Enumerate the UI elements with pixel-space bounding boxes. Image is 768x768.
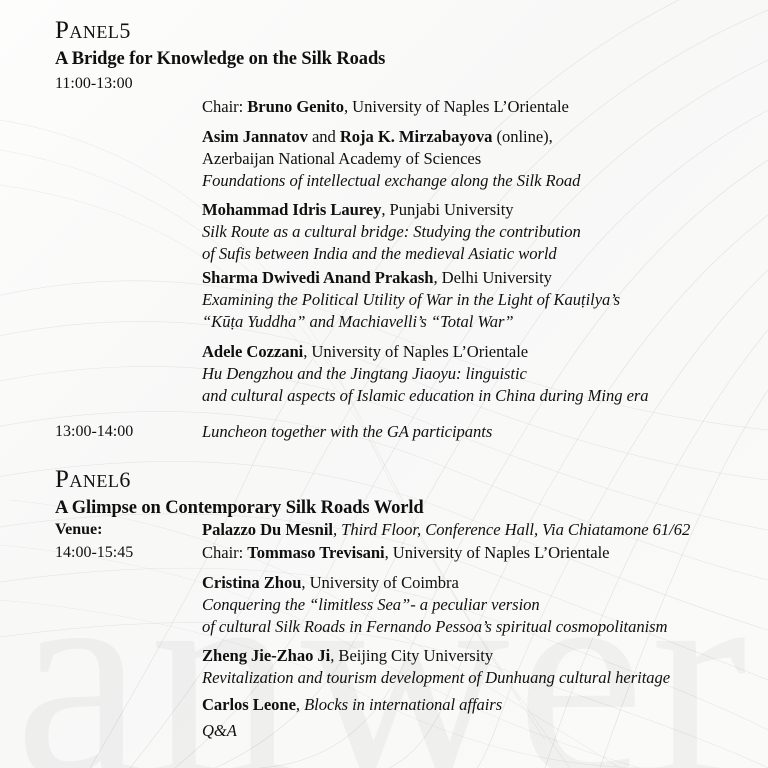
qa-text: Q&A — [202, 721, 237, 740]
paper-title-line: Examining the Political Utility of War in the Light of Kauṭilya’s — [202, 289, 621, 309]
paper-title-line: Foundations of intellectual exchange along the Silk Road — [202, 170, 581, 190]
panel-5-time: 11:00-13:00 — [55, 75, 133, 92]
speaker-name-1: Mohammad Idris Laurey — [202, 200, 382, 219]
speaker-line — [202, 645, 762, 667]
speaker-name-1: Asim Jannatov — [202, 127, 308, 146]
chair-prefix: Chair: — [202, 97, 248, 116]
panel-6-qa-row — [202, 720, 762, 742]
speaker-name-1: Cristina Zhou — [202, 573, 302, 592]
panel-5-label-word: Panel — [55, 17, 120, 44]
speaker-conjunction: and — [307, 127, 340, 146]
luncheon-time: 13:00-14:00 — [55, 423, 134, 440]
speaker-affiliation: , Punjabi University — [381, 200, 514, 219]
panel-5-chair-row — [202, 96, 762, 118]
paper-title-line: and cultural aspects of Islamic education in China during Ming era — [202, 385, 649, 405]
panel-6-entry-1 — [202, 572, 762, 638]
speaker-line — [202, 199, 762, 221]
panel-5-entry-1 — [202, 126, 762, 192]
speaker-line — [202, 126, 762, 148]
panel-5-block — [0, 18, 768, 69]
paper-title-line: Conquering the “limitless Sea”- a peculiar version — [202, 594, 540, 614]
panel-6-chair-row — [202, 542, 762, 564]
panel-6-label-word: Panel — [55, 466, 120, 493]
speaker-mode: (online), — [492, 127, 553, 146]
affiliation-line: Azerbaijan National Academy of Sciences — [202, 148, 482, 168]
panel-6-time: 14:00-15:45 — [55, 544, 134, 561]
paper-title-line: of cultural Silk Roads in Fernando Pessoa’s spiritual cosmopolitanism — [202, 616, 668, 636]
panel-5-heading — [0, 18, 768, 45]
luncheon-text: Luncheon together with the GA participants — [202, 422, 493, 441]
paper-title-line: Revitalization and tourism development of Dunhuang cultural heritage — [202, 667, 671, 687]
panel-5-entry-2 — [202, 199, 762, 265]
panel-6-entry-2 — [202, 645, 762, 689]
speaker-line — [202, 341, 762, 363]
panel-5-title: A Bridge for Knowledge on the Silk Roads — [55, 48, 386, 69]
luncheon-row — [202, 421, 762, 443]
chair-name: Bruno Genito — [247, 97, 344, 116]
speaker-separator: , — [295, 695, 305, 714]
panel-6-venue-row — [202, 519, 762, 541]
paper-title-line: Silk Route as a cultural bridge: Studying the contribution — [202, 221, 581, 241]
venue-label: Venue: — [55, 521, 103, 538]
panel-6-block — [0, 467, 768, 518]
speaker-affiliation: , Delhi University — [433, 268, 552, 287]
panel-5-chair-line — [202, 96, 762, 118]
paper-title-line: “Kūṭa Yuddha” and Machiavelli’s “Total War” — [202, 311, 514, 331]
speaker-affiliation: , Beijing City University — [330, 646, 494, 665]
panel-6-heading — [0, 467, 768, 494]
venue-name: Palazzo Du Mesnil — [202, 520, 333, 539]
speaker-name-1: Adele Cozzani — [202, 342, 304, 361]
speaker-name-2: Roja K. Mirzabayova — [339, 127, 493, 146]
speaker-line — [202, 267, 762, 289]
chair-name: Tommaso Trevisani — [247, 543, 385, 562]
venue-detail: , Third Floor, Conference Hall, Via Chiatamone 61/62 — [332, 520, 691, 539]
paper-title-inline: Blocks in international affairs — [304, 695, 503, 714]
panel-5-entry-3 — [202, 267, 762, 333]
venue-line — [202, 519, 762, 541]
panel-5-label-number: 5 — [119, 18, 131, 43]
speaker-name-1: Sharma Dwivedi Anand Prakash — [202, 268, 434, 287]
speaker-name-1: Zheng Jie-Zhao Ji — [202, 646, 331, 665]
speaker-name-1: Carlos Leone — [202, 695, 296, 714]
panel-6-title: A Glimpse on Contemporary Silk Roads World — [55, 497, 424, 518]
speaker-affiliation: , University of Naples L’Orientale — [303, 342, 529, 361]
paper-title-line: Hu Dengzhou and the Jingtang Jiaoyu: linguistic — [202, 363, 527, 383]
paper-title-line: of Sufis between India and the medieval Asiatic world — [202, 243, 557, 263]
panel-6-chair-line — [202, 542, 762, 564]
panel-6-entry-3 — [202, 694, 762, 716]
speaker-line — [202, 572, 762, 594]
speaker-line — [202, 694, 762, 716]
speaker-affiliation: , University of Coimbra — [301, 573, 459, 592]
panel-6-label-number: 6 — [119, 467, 131, 492]
panel-5-entry-4 — [202, 341, 762, 407]
chair-affiliation: , University of Naples L’Orientale — [384, 543, 610, 562]
chair-affiliation: , University of Naples L’Orientale — [343, 97, 569, 116]
chair-prefix: Chair: — [202, 543, 248, 562]
